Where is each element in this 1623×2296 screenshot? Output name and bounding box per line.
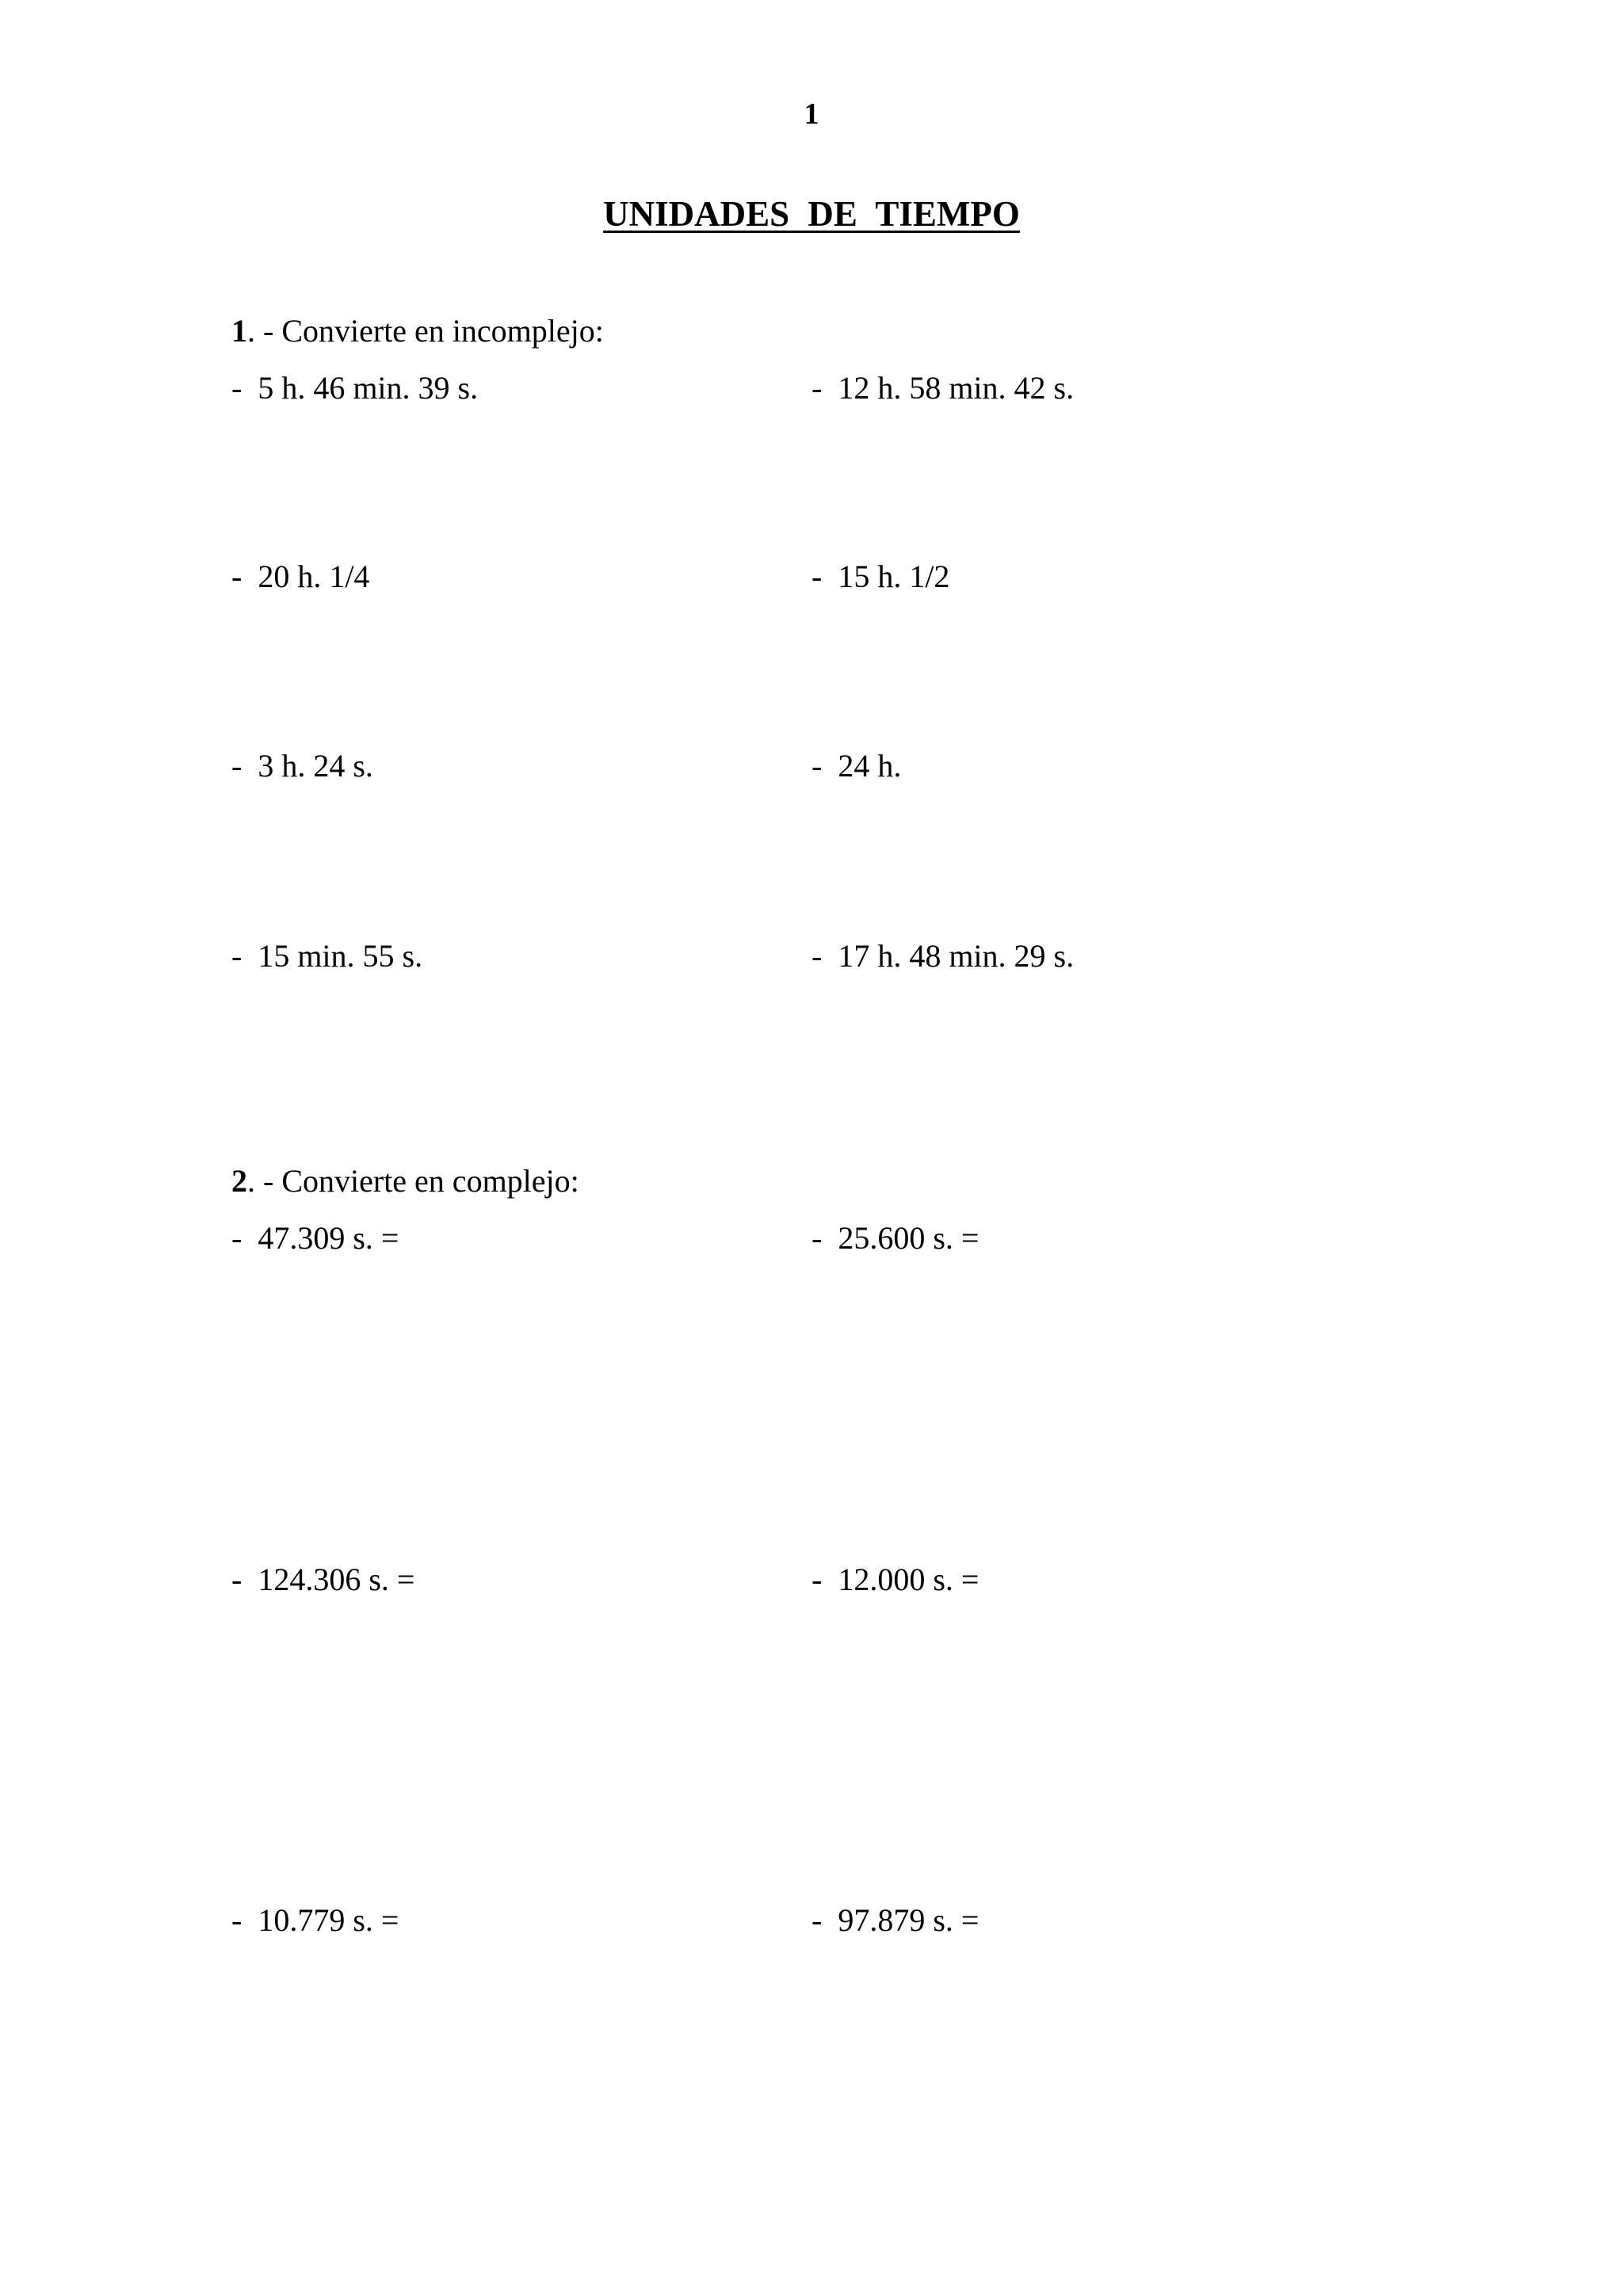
section1-item: - 5 h. 46 min. 39 s. [231,370,479,406]
section1-heading-text: . - Convierte en incomplejo: [247,313,604,349]
section2-heading-text: . - Convierte en complejo: [247,1163,579,1199]
section1-heading [231,312,604,349]
section2-item: - 10.779 s. = [231,1902,399,1938]
section1-item: - 20 h. 1/4 [231,559,370,594]
section1-item: - 24 h. [812,748,902,784]
section1-item: - 15 min. 55 s. [231,938,423,974]
section2-item: - 47.309 s. = [231,1220,399,1256]
page-title: UNIDADES DE TIEMPO [603,194,1020,234]
page-number: 1 [804,97,819,131]
section2-item: - 12.000 s. = [812,1562,980,1597]
section1-number: 1 [231,313,247,349]
section2-item: - 25.600 s. = [812,1220,980,1256]
section2-heading [231,1162,579,1199]
section2-number: 2 [231,1163,247,1199]
section1-item: - 12 h. 58 min. 42 s. [812,370,1075,406]
section1-item: - 3 h. 24 s. [231,748,373,784]
section2-item: - 97.879 s. = [812,1902,980,1938]
section1-item: - 15 h. 1/2 [812,559,950,594]
section2-item: - 124.306 s. = [231,1562,415,1597]
section1-item: - 17 h. 48 min. 29 s. [812,938,1075,974]
